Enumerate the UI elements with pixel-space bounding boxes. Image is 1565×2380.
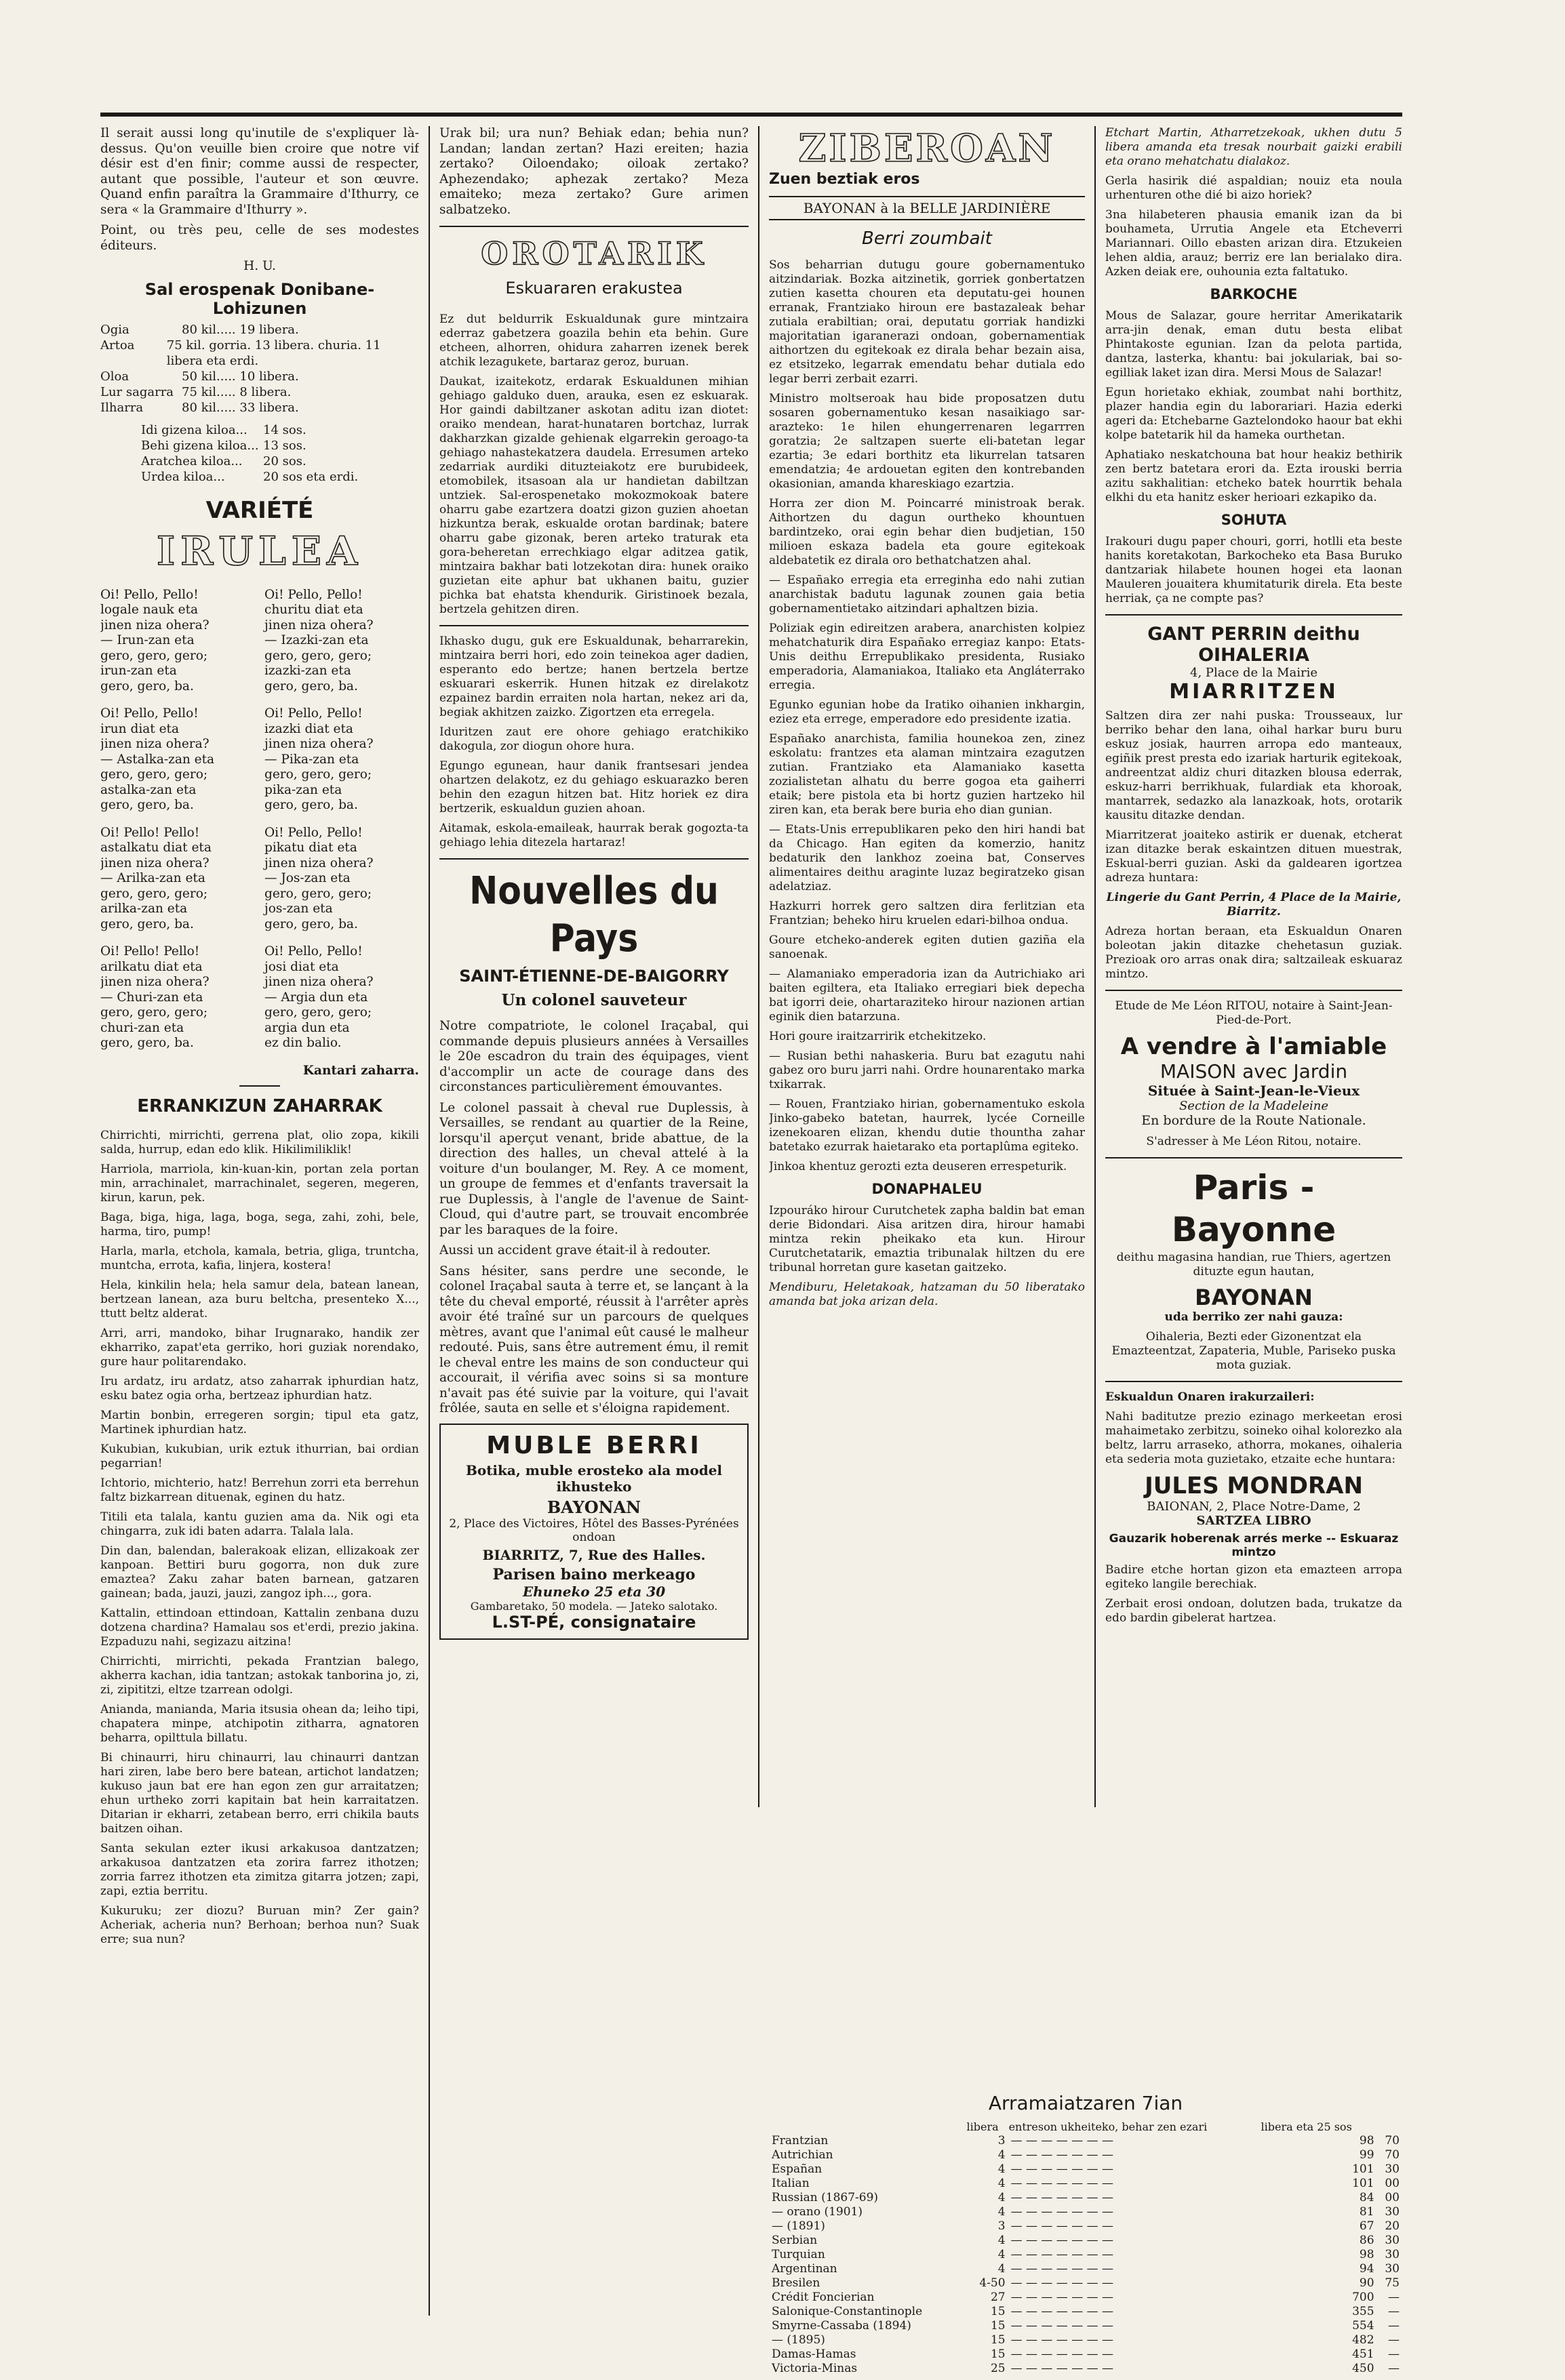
article-text: Le colonel passait à cheval rue Duplessis, à Versailles, se rendant au quartier de la Reine, lorsqu'il aperçut venant, bride abattue, de la direction des halles, un cheval attelé à la voiture d'un boulanger, M. Rey. A ce moment, un groupe de femmes et d'enfants traversait la rue Duplessis, à l'angle de l'avenue de Saint-Cloud, qui d'autre part, se trouvait encombrée par les baraques de la foire. (439, 1100, 749, 1237)
bond-coupon: 15 (990, 2319, 1006, 2333)
bond-name: Victoria-Minas (772, 2362, 858, 2375)
bond-coupon: 25 (990, 2362, 1006, 2375)
bond-dashes: — — — — — — — (1010, 2333, 1114, 2347)
bond-coupon: 4 (997, 2177, 1006, 2190)
muble-price-2: Ehuneko 25 eta 30 (522, 1583, 666, 1600)
bond-name: — (1891) (772, 2219, 825, 2233)
separator (439, 625, 749, 626)
bond-price: 98 (1359, 2134, 1374, 2147)
bond-coupon: 4-50 (979, 2276, 1006, 2290)
article-text: Notre compatriote, le colonel Iraçabal, qui commande depuis plusieurs années à Versailles le 20e escadron du train des équipages, vient d'accomplir un acte de courage dans des circonstances particulièrement émouvantes. (439, 1019, 749, 1094)
bond-coupon: 3 (997, 2134, 1006, 2147)
bond-name: Italian (772, 2177, 810, 2190)
article-text: Badire etche hortan gizon eta emazteen arropa egiteko langile berechiak. (1105, 1563, 1402, 1591)
article-text: Nahi baditutze prezio ezinago merkeetan erosi mahaimetako zerbitzu, soineko oihal kolorezko ala beltz, larru arraseko, athorra, mokanes, oihaleria eta sederia mota guzietako, etzaite eche huntara: (1105, 1410, 1402, 1466)
saying: Din dan, balendan, balerakoak elizan, ellizakoak zer kanpoan. Bettiri buru gogorra, non duk zure emaztea? Zaku zahar baten barnean, gatzaren gainean; bada, jauzi, jauzi, zangoz iph..., gora. (100, 1544, 419, 1600)
paris-text: deithu magasina handian, rue Thiers, agertzen dituzte egun hautan, (1116, 1251, 1391, 1278)
gauzarik-line: Gauzarik hoberenak arrés merke -- Eskuaraz mintzo (1109, 1532, 1399, 1559)
errankizun-list (100, 1129, 419, 1947)
separator (1105, 990, 1402, 991)
newspaper-page (100, 113, 1402, 2375)
muble-price: Parisen baino merkeago (492, 1565, 696, 1584)
bond-name: Smyrne-Cassaba (1894) (772, 2319, 911, 2333)
muble-bayonne: BAYONAN (547, 1497, 641, 1517)
bond-coupon: 4 (997, 2234, 1006, 2247)
paris-bayonne-title: Paris - Bayonne (1171, 1168, 1336, 1249)
bond-dashes: — — — — — — — (1010, 2319, 1114, 2333)
market-row: Ilharra 80 kil..... 33 libera. (100, 400, 299, 415)
bond-coupon: 27 (990, 2291, 1006, 2304)
saying: Chirrichti, mirrichti, pekada Frantzian balego, akherra kachan, idia tantzan; astokak tanborina jo, zi, zi, zipititzi, eltze tzarrean odolgi. (100, 1655, 419, 1697)
article-text: Ikhasko dugu, guk ere Eskualdunak, beharrarekin, mintzaira berri hori, edo zoin teinekoa ager dadien, esperanto edo bertze; hanen bertzela bertze eskuarari eskerrik. Hunen hitzak ez direlakotz ezpainez bardin erraiten nola hartan, nekez ari da, begiak akhitzen zaizko. Zigortzen eta erregela. (439, 634, 749, 719)
saying: Anianda, manianda, Maria itsusia ohean da; leiho tipi, chapatera minpe, atchipotin zitharra, agnatoren beharra, opilttula billatu. (100, 1703, 419, 1745)
bond-dashes: — — — — — — — (1010, 2262, 1114, 2276)
article-text: — Españako erregia eta erreginha edo nahi zutian anarchistak badutu lagunak zounen gaia betia gobernamentietako aitzindari aphaltzen bizia. (769, 573, 1085, 616)
bond-cents: 30 (1385, 2248, 1400, 2261)
bordure-line: En bordure de la Route Nationale. (1141, 1113, 1366, 1128)
poem-stanza: Oi! Pello! Pello! arilkatu diat eta jinen niza ohera? — Churi-zan eta gero, gero, gero; churi-zan eta gero, gero, ba. (100, 944, 210, 1050)
market-row: Lur sagarra 75 kil..... 8 libera. (100, 384, 292, 399)
bond-cents: 70 (1385, 2148, 1400, 2162)
article-text: Aussi un accident grave était-il à redouter. (439, 1243, 711, 1257)
saying: Chirrichti, mirrichti, gerrena plat, olio zopa, kikili salda, hurrup, edan edo klik. Hikilimiliklik! (100, 1129, 419, 1156)
bond-name: Russian (1867-69) (772, 2191, 879, 2204)
article-text: Gerla hasirik dié aspaldian; nouiz eta noula urhenturen othe dié bi aizo horiek? (1105, 174, 1402, 202)
bond-dashes: — — — — — — — (1010, 2248, 1114, 2261)
article-text: Saltzen dira zer nahi puska: Trousseaux, lur berriko behar den lana, oihal harkar buru buru eskuz josiak, haurren arropa edo manteaux, egiñik prest presta edo izariak harturik egitekoak, andreentzat aldiz churi ditazken blousa ederrak, eskuz-harri berrikhuak, fulardiak eta khoroak, mantarrek, sedazko ala lanazkoak, hots, orotarik kausitu ditazke dendan. (1105, 709, 1402, 822)
article-text: Mous de Salazar, goure herritar Amerikatarik arra-jin denak, eman dutu besta elibat Phintakoste egunian. Izan da pelota partida, dantza, lasterka, khantu: bai jokulariak, bai so-egilliak laket izan dira. Mersi Mous de Salazar! (1105, 309, 1402, 380)
table-header-row: libera entreson ukheiteko, behar zen ezari libera eta 25 sos (966, 2120, 1352, 2133)
bond-cents: — (1388, 2347, 1400, 2361)
arramaiatzaren-title: Arramaiatzaren 7ian (988, 2092, 1183, 2114)
column-1 (100, 126, 419, 1952)
jules-mondran-title: JULES MONDRAN (1145, 1472, 1363, 1499)
top-rule (100, 113, 1402, 117)
poem-stanza: Oi! Pello, Pello! josi diat eta jinen niza ohera? — Argia dun eta gero, gero, gero; argia dun eta ez din balio. (264, 944, 374, 1050)
saying: Titili eta talala, kantu guzien ama da. Nik ogi eta chingarra, zuk idi baten adarra. Talala lala. (100, 1510, 419, 1538)
lingerie-address: Lingerie du Gant Perrin, 4 Place de la Mairie, Biarritz. (1106, 891, 1402, 919)
bond-price: 67 (1359, 2219, 1374, 2233)
gant-perrin-title: GANT PERRIN deithu OIHALERIA (1147, 624, 1360, 666)
bayonan-title: BAYONAN (1195, 1285, 1313, 1310)
bond-coupon: 4 (997, 2205, 1006, 2219)
saying: Arri, arri, mandoko, bihar Irugnarako, handik zer ekharriko, zapat'eta gerriko, hori guziak norendako, gure haur politarendako. (100, 1327, 419, 1369)
column-divider (758, 126, 759, 1807)
bond-cents: 30 (1385, 2162, 1400, 2176)
bond-coupon: 15 (990, 2333, 1006, 2347)
poem-stanza: Oi! Pello, Pello! izazki diat eta jinen niza ohera? — Pika-zan eta gero, gero, gero; pika-zan eta gero, gero, ba. (264, 706, 374, 812)
bond-cents: 00 (1385, 2191, 1400, 2204)
market-table (100, 322, 419, 416)
jules-address: BAIONAN, 2, Place Notre-Dame, 2 (1147, 1499, 1361, 1514)
bond-name: Crédit Foncierian (772, 2291, 875, 2304)
bond-price: 86 (1359, 2234, 1374, 2247)
nouvelles-title: Nouvelles du Pays (469, 869, 719, 961)
bond-coupon: 4 (997, 2248, 1006, 2261)
column-divider (1094, 126, 1096, 1807)
separator (1105, 1381, 1402, 1382)
muble-owner: L.ST-PÉ, consignataire (492, 1612, 696, 1632)
article-text: Mendiburu, Heletakoak, hatzaman du 50 liberatako amanda bat joka arizan dela. (769, 1280, 1085, 1308)
article-text: Zerbait erosi ondoan, dolutzen bada, trukatze da edo bardin gibelerat hartzea. (1105, 1597, 1402, 1625)
article-text: Miarritzerat joaiteko astirik er duenak, etcherat izan ditazke berak eskaintzen dituen muestrak, Eskual-berri guzian. Aski da galdearen igortzea adreza huntara: (1105, 828, 1402, 885)
ziberoan-subtitle: Zuen beztiak eros (769, 171, 920, 188)
bond-name: Salonique-Constantinople (772, 2305, 923, 2318)
article-text: — Rusian bethi nahaskeria. Buru bat ezagutu nahi gabez oro buru jarri nahi. Ordre hounarentako marka txikarrak. (769, 1049, 1085, 1091)
muble-advert (439, 1424, 749, 1640)
article-text: Sans hésiter, sans perdre une seconde, le colonel Iraçabal sauta à terre et, se lançant à la tête du cheval emporté, réussit à l'arrêter après avoir été traîné sur un parcours de quelques mètres, avant que l'animal eût causé le malheur redouté. Puis, sans être autrement ému, il remit le cheval entre les mains de son conducteur qui accourait, il vérifia avec soins si sa monture n'avait pas été suivie par la voiture, qui l'avait frôlée, sauta en selle et s'éloigna rapidement. (439, 1264, 749, 1415)
bond-dashes: — — — — — — — (1010, 2219, 1114, 2233)
price-row: Behi gizena kiloa... 13 sos. (141, 438, 306, 453)
table-row (769, 2291, 1402, 2305)
column-4 (1105, 126, 1402, 1631)
saying: Harla, marla, etchola, kamala, betria, gliga, truntcha, muntcha, errota, kafia, linjera, kostera! (100, 1245, 419, 1272)
table-row (769, 2205, 1402, 2219)
adresser-line: S'adresser à Me Léon Ritou, notaire. (1146, 1135, 1362, 1148)
bond-coupon: 4 (997, 2148, 1006, 2162)
poem-irulea (100, 588, 419, 1064)
table-row (769, 2362, 1402, 2376)
bond-cents: 00 (1385, 2177, 1400, 2190)
article-text: Españako anarchista, familia hounekoa zen, zinez eskolatu: frantzes eta alaman mintzaira ezagutzen zutian. Frantziako eta Alamaniako kasetta zozialistetan alhatu du berre gogoa eta gaiherri etaik; bere pistola eta bi hortz guzien hartzeko hil ziren kan, eta berak bere buria eho dian gunian. (769, 732, 1085, 817)
article-text: Jinkoa khentuz gerozti ezta deuseren errespeturik. (769, 1160, 1067, 1173)
saying: Ichtorio, michterio, hatz! Berrehun zorri eta berrehun faltz bizkarrean dituenak, eginen du hatz. (100, 1476, 419, 1504)
poem-right-column (264, 588, 419, 1064)
berri-zoumbait: Berri zoumbait (862, 228, 992, 249)
table-row (769, 2305, 1402, 2319)
article-text: Daukat, izaitekotz, erdarak Eskualdunen mihian gehiago galduko duen, arauka, esen ez eskuarak. Hor gaindi dabiltzaner askotan aditu izan diotet: oraiko mendean, harat-hunataren bortchaz, lurrak dakharzkan gizalde gehienak elgarrekin geroago-ta gehiago nahastekatzera daudela. Erresumen arteko zedarriak aurdiki dituzteiakotz ere burubideek, etomobilek, itsasoan ala ur handietan dabiltzan untziek. Sal-erospenetako mokozmokoak batere oharru gabe ezartzera doatzi gizon guzien ahoetan hizkuntza berak, eskualde orotan bardinak; batere oharru gabe gizonak, beren arteko traturak eta gora-beheretan errechkiago elgar aditzea gatik, mintzaira bakhar bati lotzekotan dira: hunek oraiko guzietan eite aphur bat ukhanen baitu, guzier pichka bat ehatsta khendurik. Giristinoek bezala, bertzela gehitzen diren. (439, 375, 749, 616)
bond-name: — orano (1901) (772, 2205, 863, 2219)
bond-name: — (1895) (772, 2333, 825, 2347)
article-text: Poliziak egin edireitzen arabera, anarchisten kolpiez mehatchaturik dira Españako erregiaz kanpo: Etats-Unis deithu Errepublikako presidenta, Rusiako emperadoria, Alamaniakoa, Italiako eta Angláterrako erregia. (769, 622, 1085, 692)
bond-cents: 30 (1385, 2234, 1400, 2247)
bond-price: 451 (1352, 2347, 1374, 2361)
column-divider (429, 126, 430, 2316)
bond-name: Frantzian (772, 2134, 829, 2147)
separator (1105, 1157, 1402, 1158)
barkoche-heading: BARKOCHE (1210, 286, 1298, 302)
errankizun-title: ERRANKIZUN ZAHARRAK (137, 1096, 382, 1116)
table-row (769, 2262, 1402, 2276)
poem-left-column (100, 588, 255, 1064)
table-row (769, 2134, 1402, 2148)
ziberoan-title: ZIBEROAN (798, 126, 1056, 171)
section-line: Section de la Madeleine (1178, 1099, 1329, 1113)
muble-title: MUBLE BERRI (486, 1431, 702, 1459)
news-body (769, 258, 1085, 1309)
article-text: Urak bil; ura nun? Behiak edan; behia nun? Landan; landan zertan? Hazi ereiten; hazia zertako? Oiloendako; oiloak zertako? Aphezendako; aphezak zertako? Meza emaiteko; meza zertako? Gure arimen salbatzeko. (439, 126, 749, 217)
bond-cents: — (1388, 2291, 1400, 2304)
bond-name: Bresilen (772, 2276, 820, 2290)
bond-cents: 75 (1385, 2276, 1400, 2290)
article-text: — Alamaniako emperadoria izan da Autrichiako ari baiten egiltera, eta Italiako erregiari biek depecha bat igorri deie, ohartaraziteko hirour nazionen artian eginik dien batarzuna. (769, 967, 1085, 1024)
bond-cents: 30 (1385, 2262, 1400, 2276)
poem-stanza: Oi! Pello! Pello! astalkatu diat eta jinen niza ohera? — Arilka-zan eta gero, gero, gero; arilka-zan eta gero, gero, ba. (100, 825, 212, 931)
saying: Bi chinaurri, hiru chinaurri, lau chinaurri dantzan hari ziren, labe bero bere batean, artichot landatzen; kukuso jaun bat ere han egon zen gur arraitatzen; ehun urtheko zorri kapitain bat hein karraitatzen. Ditarian ir ekharri, zetabean berro, erri chikila bauts baitzen oihan. (100, 1751, 419, 1836)
bond-price: 355 (1352, 2305, 1374, 2318)
saying: Martin bonbin, erregeren sorgin; tipul eta gatz, Martinek iphurdian hatz. (100, 1409, 419, 1436)
column-3 (769, 126, 1085, 1314)
variete-heading: VARIÉTÉ (205, 496, 314, 524)
bond-cents: — (1388, 2305, 1400, 2318)
orotarik-title: OROTARIK (481, 235, 707, 272)
bond-price: 450 (1352, 2362, 1374, 2375)
article-text: Adreza hortan beraan, eta Eskualdun Onaren boleotan jakin ditazke chehetasun guziak. Prezioak oro arras onak dira; saltzaileak eskuaraz mintzo. (1105, 925, 1402, 981)
uda-line: uda berriko zer nahi gauza: (1164, 1310, 1343, 1324)
bond-name: Argentinan (772, 2262, 837, 2276)
poem-stanza: Oi! Pello, Pello! churitu diat eta jinen niza ohera? — Izazki-zan eta gero, gero, gero; izazki-zan eta gero, gero, ba. (264, 587, 374, 693)
bond-cents: 70 (1385, 2134, 1400, 2147)
market-row: Ogia 80 kil..... 19 libera. (100, 322, 299, 337)
intro-text: Il serait aussi long qu'inutile de s'expliquer là-dessus. Qu'on veuille bien croire que notre vif désir est d'en finir; comme aussi de respecter, autant que possible, l'auteur et son œuvre. Quand enfin paraîtra la Grammaire d'Ithurry, ce sera « la Grammaire d'Ithurry ». (100, 126, 419, 217)
price-row: Urdea kiloa... 20 sos eta erdi. (141, 469, 359, 484)
market-title: Sal erospenak Donibane-Lohizunen (144, 279, 375, 318)
bond-dashes: — — — — — — — (1010, 2148, 1114, 2162)
table-row (769, 2333, 1402, 2347)
gant-address: 4, Place de la Mairie (1190, 666, 1318, 680)
article-text: Goure etcheko-anderek egiten dutien gaziña ela sanoenak. (769, 933, 1085, 961)
sohuta-heading: SOHUTA (1221, 512, 1287, 528)
poem-signature: Kantari zaharra. (302, 1063, 419, 1078)
sartzea-line: SARTZEA LIBRO (1196, 1514, 1311, 1528)
intro-text-2: Point, ou très peu, celle de ses modestes éditeurs. (100, 223, 419, 253)
saying: Kattalin, ettindoan ettindoan, Kattalin zenbana duzu dotzena chardina? Hamalau sos et'erdi, prezio jakina. Ezpaduzu nahi, segizazu aitzina! (100, 1607, 419, 1649)
donaphaleu-heading: DONAPHALEU (871, 1181, 983, 1197)
saying: Baga, biga, higa, laga, boga, sega, zahi, zohi, bele, harma, tiro, pump! (100, 1211, 419, 1238)
bond-cents: — (1388, 2333, 1400, 2347)
muble-subtitle: Botika, muble erosteko ala model ikhusteko (465, 1461, 723, 1495)
bond-dashes: — — — — — — — (1010, 2347, 1114, 2361)
price-row: Idi gizena kiloa... 14 sos. (141, 422, 306, 437)
colonel-heading: Un colonel sauveteur (501, 991, 687, 1009)
bond-name: Españan (772, 2162, 823, 2176)
separator (239, 1085, 280, 1087)
article-text: Aitamak, eskola-emaileak, haurrak berak gogozta-ta gehiago lehia ditezela hartaraz! (439, 822, 749, 849)
bond-dashes: — — — — — — — (1010, 2134, 1114, 2147)
bond-dashes: — — — — — — — (1010, 2276, 1114, 2290)
article-text: Etchart Martin, Atharretzekoak, ukhen dutu 5 libera amanda eta tresak nourbait gaizki erabili eta orano mehatchatu dialakoz. (1105, 126, 1402, 168)
bond-coupon: 4 (997, 2162, 1006, 2176)
bond-cents: — (1388, 2362, 1400, 2375)
poem-stanza: Oi! Pello, Pello! irun diat eta jinen niza ohera? — Astalka-zan eta gero, gero, gero; astalka-zan eta gero, gero, ba. (100, 706, 215, 812)
bond-coupon: 15 (990, 2305, 1006, 2318)
bond-dashes: — — — — — — — (1010, 2234, 1114, 2247)
bond-price: 554 (1352, 2319, 1374, 2333)
article-text: 3na hilabeteren phausia emanik izan da bi bouhameta, Urrutia Angele eta Etcheverri Mariannari. Oillo ebasten arizan dira. Etzukeien lehen aldia, arauz; berriz ere lan berialako dira. Azken deiak ere, ouhounia ezta faltatuko. (1105, 208, 1402, 279)
bond-name: Turquian (772, 2248, 825, 2261)
market-row: Oloa 50 kil..... 10 libera. (100, 369, 299, 384)
muble-bayonne-address: 2, Place des Victoires, Hôtel des Basses-Pyrénées ondoan (449, 1516, 739, 1544)
saying: Iru ardatz, iru ardatz, atso zaharrak iphurdian hatz, esku batez ogia orha, bertzeaz iphurdian hatz. (100, 1375, 419, 1403)
article-text: Irakouri dugu paper chouri, gorri, hotlli eta beste hanits koretakotan, Barkocheko eta Basa Buruko dantzariak hilabete hounen hogei eta laonan Mauleren jouaitera khumitaturik direla. Eta beste herriak, ça ne compte pas? (1105, 535, 1402, 605)
miarritzen-title: MIARRITZEN (1169, 680, 1339, 704)
bond-price: 482 (1352, 2333, 1374, 2347)
table-row (769, 2276, 1402, 2291)
article-text: Iduritzen zaut ere ohore gehiago eratchikiko dakogula, zor diogun ohore hura. (439, 725, 749, 753)
bond-coupon: 4 (997, 2191, 1006, 2204)
article-text: Egunko egunian hobe da Iratiko oihanien inkhargin, eziez eta errege, emperadore edo presidente izatia. (769, 698, 1085, 726)
intro-signature: H. U. (243, 259, 276, 273)
poem-stanza: Oi! Pello, Pello! pikatu diat eta jinen niza ohera? — Jos-zan eta gero, gero, gero; jos-zan eta gero, gero, ba. (264, 825, 374, 931)
onaren-heading: Eskualdun Onaren irakurzaileri: (1105, 1390, 1315, 1404)
saying: Kukuruku; zer diozu? Buruan min? Zer gain? Acheriak, acheria nun? Berhoan; berhoa nun? Suak erre; sua nun? (100, 1904, 419, 1946)
separator (1105, 614, 1402, 616)
bond-price: 101 (1352, 2162, 1374, 2176)
table-row (769, 2319, 1402, 2333)
bond-dashes: — — — — — — — (1010, 2291, 1114, 2304)
saying: Santa sekulan ezter ikusi arkakusoa dantzatzen; arkakusoa dantzatzen eta zorira farrez ithotzen; zorria farrez ithotzen eta zimitza gitarra jotzen; zapi, zapi, eztia berritu. (100, 1842, 419, 1898)
column-2 (439, 126, 749, 1647)
ritou-notice: Etude de Me Léon RITOU, notaire à Saint-Jean-Pied-de-Port. (1115, 999, 1393, 1027)
orotarik-subtitle: Eskuararen erakustea (505, 279, 683, 298)
table-row (769, 2148, 1402, 2162)
bond-name: Serbian (772, 2234, 818, 2247)
bond-dashes: — — — — — — — (1010, 2205, 1114, 2219)
situee-line: Située à Saint-Jean-le-Vieux (1147, 1083, 1360, 1099)
article-text: Hazkurri horrek gero saltzen dira ferlitzian eta Frantzian; beheko hiru kruelen edari-bilhoa ondua. (769, 900, 1085, 927)
bond-price: 101 (1352, 2177, 1374, 2190)
bond-dashes: — — — — — — — (1010, 2362, 1114, 2375)
saying: Harriola, marriola, kin-kuan-kin, portan zela portan min, arrachinalet, marrachinalet, segeren, megeren, kirun, karun, pek. (100, 1163, 419, 1205)
bond-dashes: — — — — — — — (1010, 2162, 1114, 2176)
bond-cents: 30 (1385, 2205, 1400, 2219)
market-row: Artoa 75 kil. gorria. 13 libera. churia. 11 libera eta erdi. (100, 338, 381, 368)
article-text: — Etats-Unis errepublikaren peko den hiri handi bat da Chicago. Han egiten da komerzio, hanitz bedaturik den lankhoz zoeina bat, Conserves alimentaires deithu araginte luzaz begiratzeko gisan adelatziaz. (769, 823, 1085, 893)
table-row (769, 2219, 1402, 2234)
bond-coupon: 15 (990, 2347, 1006, 2361)
table-row (769, 2177, 1402, 2191)
table-row (769, 2162, 1402, 2177)
meat-price-table (100, 422, 419, 485)
article-text: Egungo egunean, haur danik frantsesari jendea ohartzen delakotz, ez du gehiago eskuarazko beren behin den ezagun hitzen bat. Hitz horiek ez dira bertzerik, eskualdun guzien ahoan. (439, 759, 749, 815)
price-row: Aratchea kiloa... 20 sos. (141, 453, 306, 468)
bond-name: Autrichian (772, 2148, 833, 2162)
article-text: Ez dut beldurrik Eskualdunak gure mintzaira ederraz gabetzera goazila behin eta behin. Gure etcheen, alhorren, ohidura zaharren izenek berek atchik lezagukete, bartaraz geroz, buruan. (439, 312, 749, 369)
muble-rooms: Gambaretako, 50 modela. — Jateko salotako. (470, 1599, 718, 1613)
orotarik-body (439, 312, 749, 850)
saint-etienne-heading: SAINT-ÉTIENNE-DE-BAIGORRY (459, 967, 729, 986)
bond-price: 81 (1359, 2205, 1374, 2219)
oihaleria-line: Oihaleria, Bezti eder Gizonentzat ela Emazteentzat, Zapateria, Muble, Pariseko puska mota guziak. (1111, 1330, 1396, 1372)
bond-name: Damas-Hamas (772, 2347, 856, 2361)
bond-price: 84 (1359, 2191, 1374, 2204)
poem-stanza: Oi! Pello, Pello! logale nauk eta jinen niza ohera? — Irun-zan eta gero, gero, gero; irun-zan eta gero, gero, ba. (100, 587, 210, 693)
bond-dashes: — — — — — — — (1010, 2305, 1114, 2318)
muble-biarritz: BIARRITZ, 7, Rue des Halles. (482, 1546, 706, 1563)
irulea-title: IRULEA (157, 527, 363, 574)
table-row (769, 2347, 1402, 2362)
table-row (769, 2191, 1402, 2205)
store-line: BAYONAN à la BELLE JARDINIÈRE (769, 196, 1085, 220)
arramaiatzaren-section (769, 2092, 1402, 2376)
article-text: Sos beharrian dutugu goure gobernamentuko aitzindariak. Bozka aitzinetik, gorriek gonbertatzen zutien kasetta chouren eta deputatu-gei hounen erranak, Frantziako hiroun ere bastazaleak behar zutiala erabiltian; orai, deputatu gorriak handizki majoritatian igaranerazi ondoan, gobernamentiak aithortzen du egitekoak ez dirala behar bezain aisa, ez etsitzeko, legarrak emendatu behar dutiala edo legar berri zerbait ezarri. (769, 258, 1085, 386)
bond-table (769, 2120, 1402, 2376)
article-text: Horra zer dion M. Poincarré ministroak berak. Aithortzen du dagun ourtheko khountuen bardintzeko, orai egin behar dien budjetian, 150 milioen eskaza badela eta goure egitekoak aldebatetik ez dirala oro bethatchatzen ahal. (769, 497, 1085, 567)
separator (439, 226, 749, 227)
bond-cents: — (1388, 2319, 1400, 2333)
bond-price: 99 (1359, 2148, 1374, 2162)
bond-price: 700 (1352, 2291, 1374, 2304)
vendre-heading: A vendre à l'amiable (1120, 1033, 1387, 1060)
article-text: — Rouen, Frantziako hirian, gobernamentuko eskola Jinko-gabeko batetan, haurrek, lycée Corneille izenekoaren elizan, khendu dutie thountha zahar batetako ezurrak haietarako eta portaplûma egiteko. (769, 1097, 1085, 1154)
table-row (769, 2248, 1402, 2262)
bond-coupon: 4 (997, 2262, 1006, 2276)
saying: Hela, kinkilin hela; hela samur dela, batean lanean, bertzean lanean, aza buru beltcha, presenteko X..., ttutt beltz alderat. (100, 1278, 419, 1320)
bond-dashes: — — — — — — — (1010, 2177, 1114, 2190)
maison-heading: MAISON avec Jardin (1160, 1060, 1348, 1083)
bond-price: 90 (1359, 2276, 1374, 2290)
saying: Kukubian, kukubian, urik eztuk ithurrian, bai ordian pegarrian! (100, 1443, 419, 1470)
article-text: Aphatiako neskatchouna bat hour heakiz bethirik zen bertz batetara erori da. Ezta irouski berria azitu sakhalitian: etcheko batek hourrtik behala elkhi du eta hanitz esker herioari ezkapiko da. (1105, 448, 1402, 504)
article-text: Izpouráko hirour Curutchetek zapha baldin bat eman derie Bidondari. Aisa aritzen dira, hirour hamabi mintza rekin pheikako eta kun. Hirour Curutchetatarik, emaztia tribunalak hiltzen du ere tribunal horretan gure kasetan gaitzeko. (769, 1204, 1085, 1274)
separator (439, 858, 749, 860)
bond-coupon: 3 (997, 2219, 1006, 2233)
article-text: Egun horietako ekhiak, zoumbat nahi borthitz, plazer handia egin du laborariari. Hazia ederki ageri da: Etchebarne Gaztelondoko haour bat ekhi kolpe batetarik hil da hameka ourthetan. (1105, 386, 1402, 442)
bond-price: 98 (1359, 2248, 1374, 2261)
bond-dashes: — — — — — — — (1010, 2191, 1114, 2204)
article-text: Hori goure iraitzarririk etchekitzeko. (769, 1030, 987, 1043)
bond-price: 94 (1359, 2262, 1374, 2276)
article-text: Ministro moltseroak hau bide proposatzen dutu sosaren gobernamentuko kesan nasaikiago sar-arazteko: 1e hilen ehungerrenaren legarrren goratzia; 2e saltzapen suerte eli-batetan legar ezartia; 3e edari borthitz eta likurrelan tatsaren emendatzia; 4e ardouetan egiten den kontrebanden okasionian, amanda khareskiago ezartzia. (769, 392, 1085, 491)
table-row (769, 2234, 1402, 2248)
bond-cents: 20 (1385, 2219, 1400, 2233)
